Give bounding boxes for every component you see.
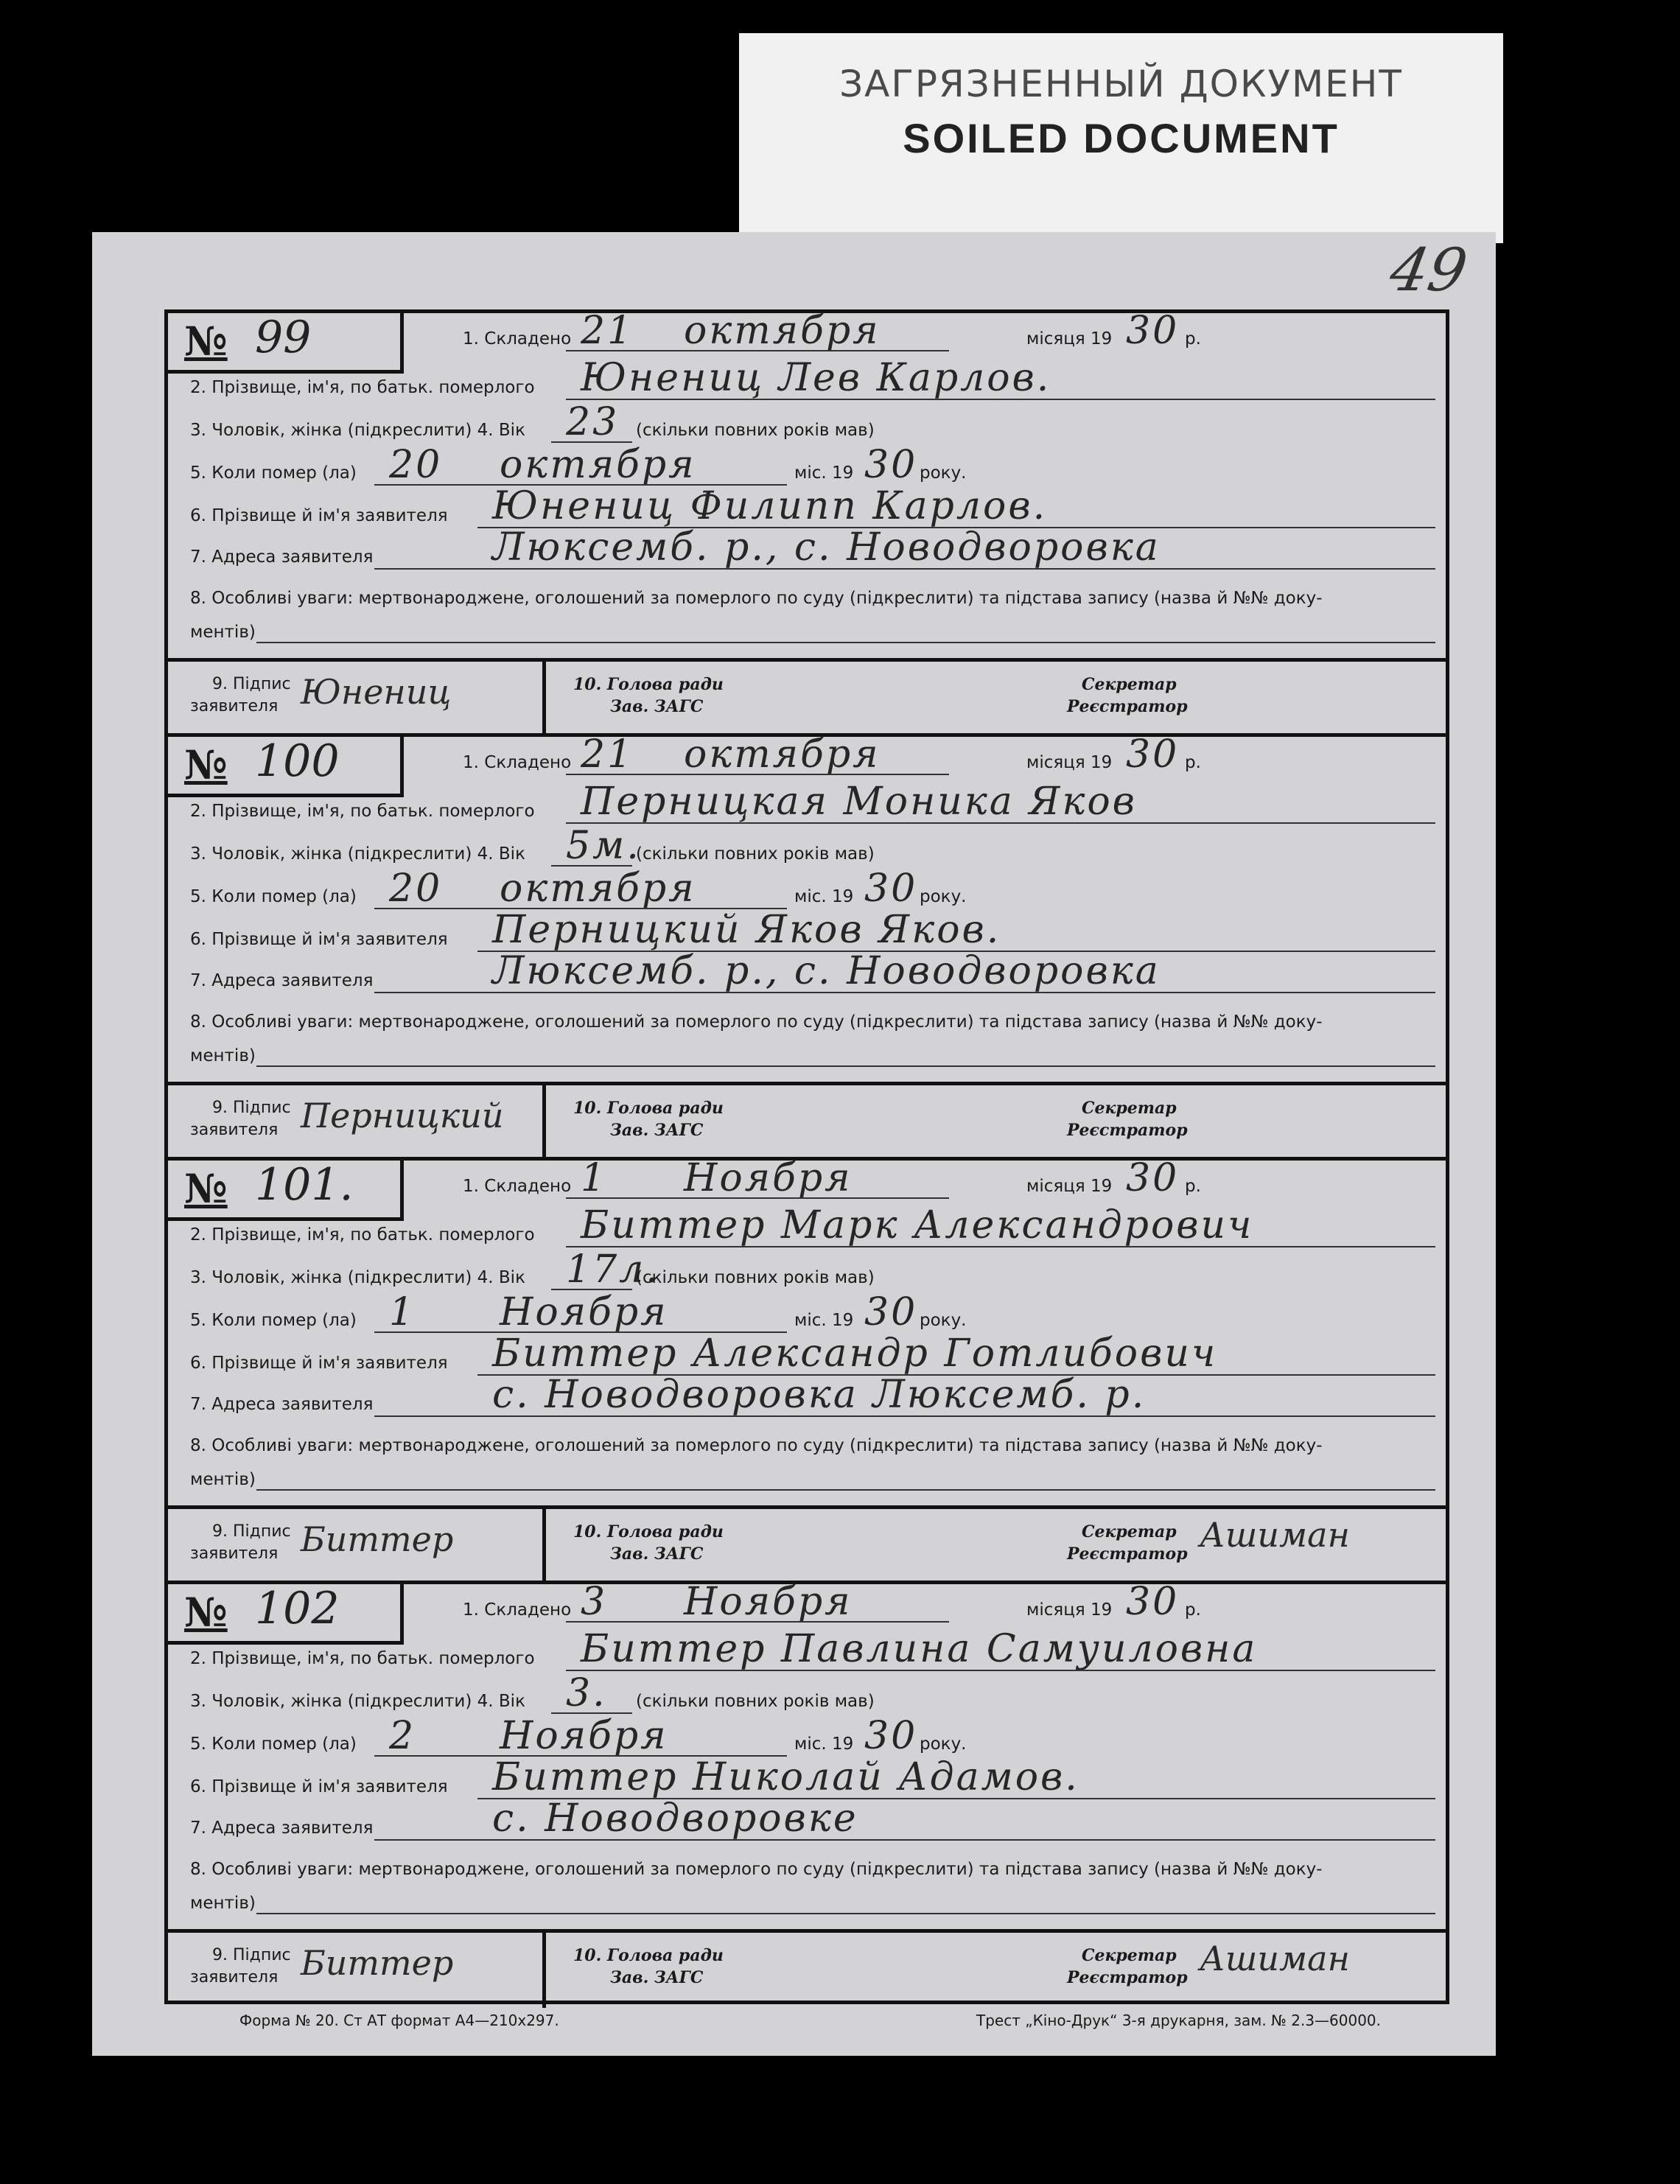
form-page xyxy=(92,232,1496,2056)
registrar-signature: Ашиман xyxy=(1200,1515,1350,1555)
number-sign: № xyxy=(184,1589,228,1636)
zags-label: Зав. ЗАГС xyxy=(610,1121,704,1140)
label-russian: ЗАГРЯЗНЕННЫЙ ДОКУМЕНТ xyxy=(839,63,1403,105)
zags-label: Зав. ЗАГС xyxy=(610,697,704,716)
compiled-year: 30 xyxy=(1126,1580,1180,1624)
secretary-label: Секретар xyxy=(1082,675,1177,694)
applicant-signature: Биттер xyxy=(301,1519,454,1559)
death-month: октября xyxy=(500,867,696,911)
record-number: 101. xyxy=(255,1159,354,1211)
field-2-label: 2. Прізвище, ім'я, по батьк. померлого xyxy=(190,1649,535,1668)
field-8-cont: ментів) xyxy=(190,1470,256,1489)
compiled-year: 30 xyxy=(1126,309,1180,353)
compiled-day: 1 xyxy=(581,1156,608,1200)
form-footer-right: Трест „Кіно-Друк“ 3-я друкарня, зам. № 2.3—60000. xyxy=(976,2012,1382,2029)
field-7-label: 7. Адреса заявителя xyxy=(190,547,374,567)
death-day: 20 xyxy=(389,867,443,911)
head-label: 10. Голова ради xyxy=(573,675,724,694)
number-sign: № xyxy=(184,1165,228,1212)
field-3-tail: (скільки повних років мав) xyxy=(636,1692,875,1711)
deceased-name: Перницкая Моника Яков xyxy=(581,780,1137,824)
field-5-label: 5. Коли помер (ла) xyxy=(190,887,357,906)
registrar-label: Реєстратор xyxy=(1067,1968,1188,1987)
record-number: 99 xyxy=(255,312,312,363)
registrar-label: Реєстратор xyxy=(1067,1544,1188,1564)
sign-label-2: заявителя xyxy=(190,697,279,715)
compiled-year: 30 xyxy=(1126,732,1180,777)
death-day: 1 xyxy=(389,1290,416,1334)
field-3-tail: (скільки повних років мав) xyxy=(636,421,875,440)
compiled-month: Ноября xyxy=(684,1156,853,1200)
sign-label-1: 9. Підпис xyxy=(212,1099,291,1117)
secretary-label: Секретар xyxy=(1082,1522,1177,1541)
field-6-label: 6. Прізвище й ім'я заявителя xyxy=(190,506,448,525)
field-5-tail: року. xyxy=(920,1735,967,1754)
head-label: 10. Голова ради xyxy=(573,1946,724,1965)
field-6-label: 6. Прізвище й ім'я заявителя xyxy=(190,930,448,949)
sign-label-2: заявителя xyxy=(190,1121,279,1139)
head-label: 10. Голова ради xyxy=(573,1099,724,1118)
head-label: 10. Голова ради xyxy=(573,1522,724,1541)
deceased-name: Биттер Марк Александрович xyxy=(581,1203,1254,1247)
death-year: 30 xyxy=(864,1714,918,1758)
field-6-label: 6. Прізвище й ім'я заявителя xyxy=(190,1354,448,1373)
death-month: октября xyxy=(500,443,696,487)
field-5-label: 5. Коли помер (ла) xyxy=(190,1735,357,1754)
death-record-4 xyxy=(168,1580,1446,2008)
number-sign: № xyxy=(184,318,228,365)
field-5-mid: міс. 19 xyxy=(794,887,854,906)
death-record-2 xyxy=(168,732,1446,1161)
sign-label-2: заявителя xyxy=(190,1544,279,1563)
applicant-address: с. Новодворовка Люксемб. р. xyxy=(492,1373,1147,1417)
record-signatures xyxy=(168,1929,1446,2008)
field-1-year-suffix: р. xyxy=(1185,753,1201,772)
record-number: 100 xyxy=(255,735,340,787)
record-number: 102 xyxy=(255,1583,340,1634)
field-6-label: 6. Прізвище й ім'я заявителя xyxy=(190,1777,448,1796)
death-record-1 xyxy=(168,309,1446,737)
compiled-day: 3 xyxy=(581,1580,608,1624)
compiled-month: Ноября xyxy=(684,1580,853,1624)
field-1-label: 1. Складено xyxy=(463,753,572,772)
death-month: Ноября xyxy=(500,1714,668,1758)
deceased-age: 23 xyxy=(566,400,620,444)
sign-label-1: 9. Підпис xyxy=(212,1946,291,1964)
field-5-tail: року. xyxy=(920,463,967,483)
form-footer-left: Форма № 20. Ст АТ формат А4—210х297. xyxy=(239,2012,559,2029)
death-month: Ноября xyxy=(500,1290,668,1334)
deceased-name: Биттер Павлина Самуиловна xyxy=(581,1627,1258,1671)
field-1-label: 1. Складено xyxy=(463,1177,572,1196)
record-signatures xyxy=(168,1505,1446,1584)
field-5-mid: міс. 19 xyxy=(794,1735,854,1754)
soiled-document-label xyxy=(739,33,1503,243)
field-1-month-label: місяця 19 xyxy=(1026,753,1113,772)
compiled-day: 21 xyxy=(581,309,634,353)
field-3-label: 3. Чоловік, жінка (підкреслити) 4. Вік xyxy=(190,1692,525,1711)
field-8-label: 8. Особливі уваги: мертвонароджене, оголошений за померлого по суду (підкреслити) та підстава запису (назва й №№ доку- xyxy=(190,1012,1323,1032)
field-8-label: 8. Особливі уваги: мертвонароджене, оголошений за померлого по суду (підкреслити) та підстава запису (назва й №№ доку- xyxy=(190,1860,1323,1879)
record-signatures xyxy=(168,1082,1446,1161)
label-english: SOILED DOCUMENT xyxy=(903,115,1340,161)
registrar-signature: Ашиман xyxy=(1200,1939,1350,1978)
field-2-label: 2. Прізвище, ім'я, по батьк. померлого xyxy=(190,378,535,397)
field-7-label: 7. Адреса заявителя xyxy=(190,1819,374,1838)
death-day: 20 xyxy=(389,443,443,487)
field-3-label: 3. Чоловік, жінка (підкреслити) 4. Вік xyxy=(190,1268,525,1287)
field-8-cont: ментів) xyxy=(190,623,256,642)
death-record-3 xyxy=(168,1156,1446,1584)
secretary-label: Секретар xyxy=(1082,1946,1177,1965)
deceased-age: 3. xyxy=(566,1671,607,1715)
applicant-name: Юнениц Филипп Карлов. xyxy=(492,484,1048,528)
field-2-label: 2. Прізвище, ім'я, по батьк. померлого xyxy=(190,802,535,821)
record-number-box xyxy=(168,1161,404,1221)
death-year: 30 xyxy=(864,1290,918,1334)
death-year: 30 xyxy=(864,443,918,487)
field-5-label: 5. Коли помер (ла) xyxy=(190,463,357,483)
field-5-tail: року. xyxy=(920,887,967,906)
deceased-age: 17л. xyxy=(566,1247,660,1292)
death-year: 30 xyxy=(864,867,918,911)
record-number-box xyxy=(168,1584,404,1645)
field-7-label: 7. Адреса заявителя xyxy=(190,971,374,990)
field-3-label: 3. Чоловік, жінка (підкреслити) 4. Вік xyxy=(190,421,525,440)
applicant-address: Люксемб. р., с. Новодворовка xyxy=(492,949,1161,993)
field-8-label: 8. Особливі уваги: мертвонароджене, оголошений за померлого по суду (підкреслити) та підстава запису (назва й №№ доку- xyxy=(190,1436,1323,1455)
form-records-box xyxy=(164,309,1449,2004)
applicant-signature: Биттер xyxy=(301,1943,454,1983)
compiled-month: октября xyxy=(684,309,881,353)
registrar-label: Реєстратор xyxy=(1067,1121,1188,1140)
field-5-tail: року. xyxy=(920,1311,967,1330)
field-5-mid: міс. 19 xyxy=(794,1311,854,1330)
death-day: 2 xyxy=(389,1714,416,1758)
zags-label: Зав. ЗАГС xyxy=(610,1544,704,1564)
compiled-month: октября xyxy=(684,732,881,777)
field-1-year-suffix: р. xyxy=(1185,329,1201,349)
compiled-year: 30 xyxy=(1126,1156,1180,1200)
field-1-year-suffix: р. xyxy=(1185,1177,1201,1196)
zags-label: Зав. ЗАГС xyxy=(610,1968,704,1987)
field-1-label: 1. Складено xyxy=(463,329,572,349)
record-number-box xyxy=(168,313,404,374)
sign-label-1: 9. Підпис xyxy=(212,675,291,693)
field-8-cont: ментів) xyxy=(190,1046,256,1065)
page-number: 49 xyxy=(1385,236,1473,304)
record-number-box xyxy=(168,737,404,797)
sign-label-1: 9. Підпис xyxy=(212,1522,291,1541)
applicant-signature: Перницкий xyxy=(301,1096,504,1135)
field-3-label: 3. Чоловік, жінка (підкреслити) 4. Вік xyxy=(190,844,525,864)
applicant-address: Люксемб. р., с. Новодворовка xyxy=(492,525,1161,570)
registrar-label: Реєстратор xyxy=(1067,697,1188,716)
field-1-month-label: місяця 19 xyxy=(1026,1177,1113,1196)
applicant-name: Биттер Николай Адамов. xyxy=(492,1755,1079,1799)
applicant-name: Биттер Александр Готлибович xyxy=(492,1331,1218,1376)
applicant-name: Перницкий Яков Яков. xyxy=(492,908,1001,952)
deceased-age: 5м. xyxy=(566,824,641,868)
deceased-name: Юнениц Лев Карлов. xyxy=(581,356,1051,400)
applicant-signature: Юнениц xyxy=(301,672,452,712)
field-5-label: 5. Коли помер (ла) xyxy=(190,1311,357,1330)
number-sign: № xyxy=(184,741,228,788)
field-8-cont: ментів) xyxy=(190,1894,256,1913)
field-1-month-label: місяця 19 xyxy=(1026,329,1113,349)
record-signatures xyxy=(168,658,1446,737)
field-3-tail: (скільки повних років мав) xyxy=(636,844,875,864)
secretary-label: Секретар xyxy=(1082,1099,1177,1118)
field-8-label: 8. Особливі уваги: мертвонароджене, оголошений за померлого по суду (підкреслити) та підстава запису (назва й №№ доку- xyxy=(190,589,1323,608)
field-5-mid: міс. 19 xyxy=(794,463,854,483)
applicant-address: с. Новодворовке xyxy=(492,1796,858,1841)
field-7-label: 7. Адреса заявителя xyxy=(190,1395,374,1414)
field-1-label: 1. Складено xyxy=(463,1600,572,1620)
field-1-year-suffix: р. xyxy=(1185,1600,1201,1620)
field-2-label: 2. Прізвище, ім'я, по батьк. померлого xyxy=(190,1225,535,1245)
compiled-day: 21 xyxy=(581,732,634,777)
field-3-tail: (скільки повних років мав) xyxy=(636,1268,875,1287)
field-1-month-label: місяця 19 xyxy=(1026,1600,1113,1620)
sign-label-2: заявителя xyxy=(190,1968,279,1987)
